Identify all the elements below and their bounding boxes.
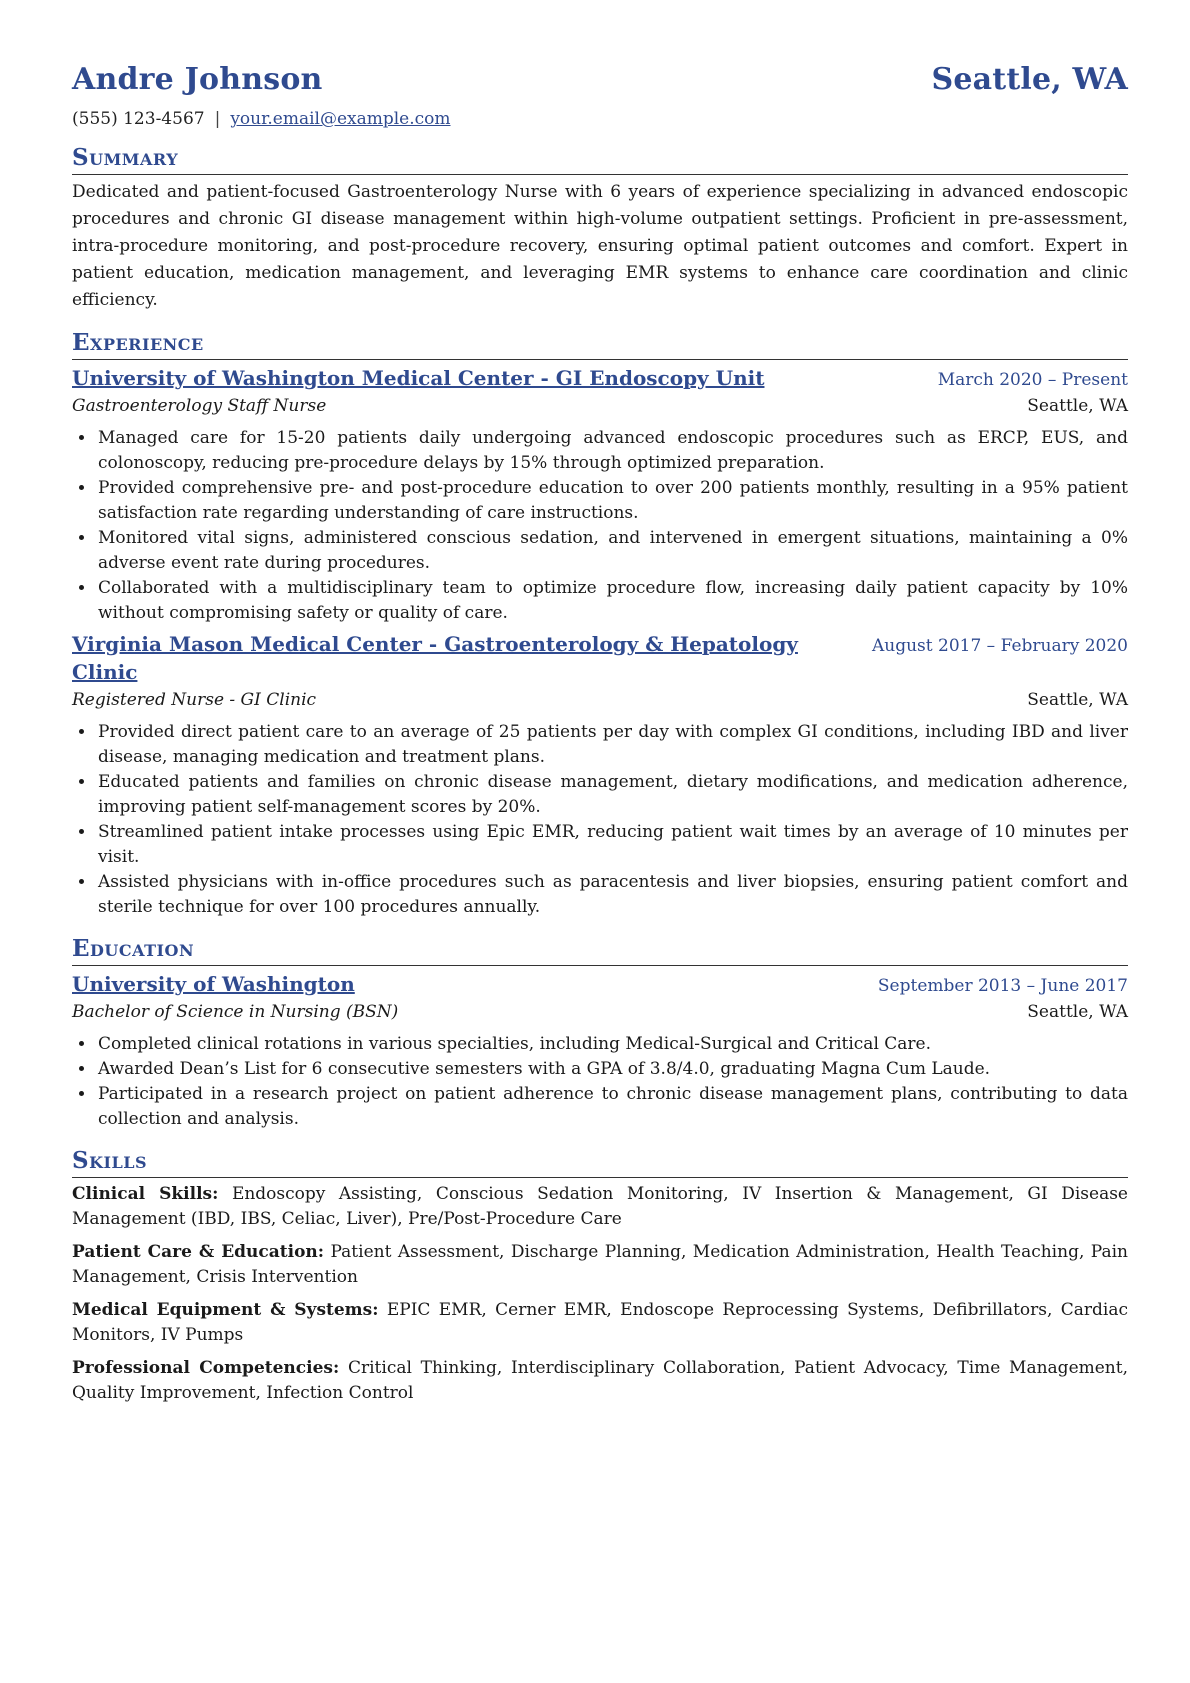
achievement-list (72, 720, 1128, 920)
achievement-item: • Assisted physicians with in-office procedures such as paracentesis and liver biopsies, ensuring patient comfort and sterile technique for over 100 procedures annually. (96, 870, 1128, 920)
job-title: Registered Nurse - GI Clinic (72, 690, 317, 710)
job-location: Seattle, WA (1027, 690, 1128, 710)
employment-dates: March 2020 – Present (937, 370, 1128, 390)
skill-group-items: Critical Thinking, Interdisciplinary Collaboration, Patient Advocacy, Time Management, Quality Improvement, Infection Control (72, 1358, 1128, 1403)
contact-separator: | (214, 109, 221, 129)
phone-number: (555) 123-4567 (72, 109, 205, 129)
skill-group-label: Professional Competencies: (72, 1358, 340, 1378)
skill-group-label: Clinical Skills: (72, 1184, 219, 1204)
skill-group (72, 1240, 1128, 1290)
achievement-item: • Streamlined patient intake processes using Epic EMR, reducing patient wait times by an average of 10 minutes per visit. (96, 820, 1128, 870)
skill-group-label: Patient Care & Education: (72, 1242, 325, 1262)
degree-title: Bachelor of Science in Nursing (BSN) (72, 1002, 399, 1022)
skill-group (72, 1182, 1128, 1232)
skill-group-items: Patient Assessment, Discharge Planning, Medication Administration, Health Teaching, Pain Management, Crisis Intervention (72, 1242, 1128, 1287)
education-entry (72, 970, 1128, 1132)
section-title-experience: Experience (72, 328, 1128, 360)
job-location: Seattle, WA (1027, 396, 1128, 416)
section-title-education: Education (72, 934, 1128, 966)
experience-entry (72, 630, 1128, 920)
contact-line (72, 109, 1128, 129)
education-item: • Participated in a research project on patient adherence to chronic disease management plans, contributing to data collection and analysis. (96, 1082, 1128, 1132)
candidate-name: Andre Johnson (72, 62, 323, 97)
section-title-skills: Skills (72, 1146, 1128, 1178)
skill-group-items: EPIC EMR, Cerner EMR, Endoscope Reprocessing Systems, Defibrillators, Cardiac Monitors, IV Pumps (72, 1300, 1128, 1345)
employer-link[interactable]: University of Washington Medical Center - GI Endoscopy Unit (72, 366, 765, 390)
summary-text: Dedicated and patient-focused Gastroenterology Nurse with 6 years of experience specializing in advanced endoscopic procedures and chronic GI disease management within high-volume outpatient settings. Proficient in pre-assessment, intra-procedure monitoring, and post-procedure recovery, ensuring optimal patient outcomes and comfort. Expert in patient education, medication management, and leveraging EMR systems to enhance care coordination and clinic efficiency. (72, 182, 1128, 310)
education-highlights (72, 1032, 1128, 1132)
achievement-item: • Educated patients and families on chronic disease management, dietary modifications, and medication adherence, improving patient self-management scores by 20%. (96, 770, 1128, 820)
email-link[interactable]: your.email@example.com (230, 109, 451, 129)
skill-group (72, 1356, 1128, 1406)
employment-dates: August 2017 – February 2020 (871, 636, 1128, 656)
achievement-item: • Monitored vital signs, administered conscious sedation, and intervened in emergent situations, maintaining a 0% adverse event rate during procedures. (96, 526, 1128, 576)
school-location: Seattle, WA (1027, 1002, 1128, 1022)
education-item: • Completed clinical rotations in various specialties, including Medical-Surgical and Critical Care. (96, 1032, 1128, 1057)
achievement-item: • Collaborated with a multidisciplinary team to optimize procedure flow, increasing daily patient capacity by 10% without compromising safety or quality of care. (96, 576, 1128, 626)
achievement-item: • Provided direct patient care to an average of 25 patients per day with complex GI conditions, including IBD and liver disease, managing medication and treatment plans. (96, 720, 1128, 770)
candidate-location: Seattle, WA (931, 62, 1128, 97)
skill-group-items: Endoscopy Assisting, Conscious Sedation Monitoring, IV Insertion & Management, GI Disease Management (IBD, IBS, Celiac, Liver), Pre/Post-Procedure Care (72, 1184, 1128, 1229)
education-dates: September 2013 – June 2017 (877, 976, 1128, 996)
section-title-summary: Summary (72, 143, 1128, 175)
achievement-list (72, 426, 1128, 626)
achievement-item: • Managed care for 15-20 patients daily undergoing advanced endoscopic procedures such as ERCP, EUS, and colonoscopy, reducing pre-procedure delays by 15% through optimized preparation. (96, 426, 1128, 476)
education-item: • Awarded Dean’s List for 6 consecutive semesters with a GPA of 3.8/4.0, graduating Magna Cum Laude. (96, 1057, 1128, 1082)
skill-group-label: Medical Equipment & Systems: (72, 1300, 379, 1320)
school-link[interactable]: University of Washington (72, 972, 355, 996)
achievement-item: • Provided comprehensive pre- and post-procedure education to over 200 patients monthly, resulting in a 95% patient satisfaction rate regarding understanding of care instructions. (96, 476, 1128, 526)
job-title: Gastroenterology Staff Nurse (72, 396, 327, 416)
skill-group (72, 1298, 1128, 1348)
resume-header (72, 62, 1128, 97)
employer-link[interactable]: Virginia Mason Medical Center - Gastroenterology & Hepatology Clinic (72, 632, 798, 684)
experience-entry (72, 364, 1128, 626)
